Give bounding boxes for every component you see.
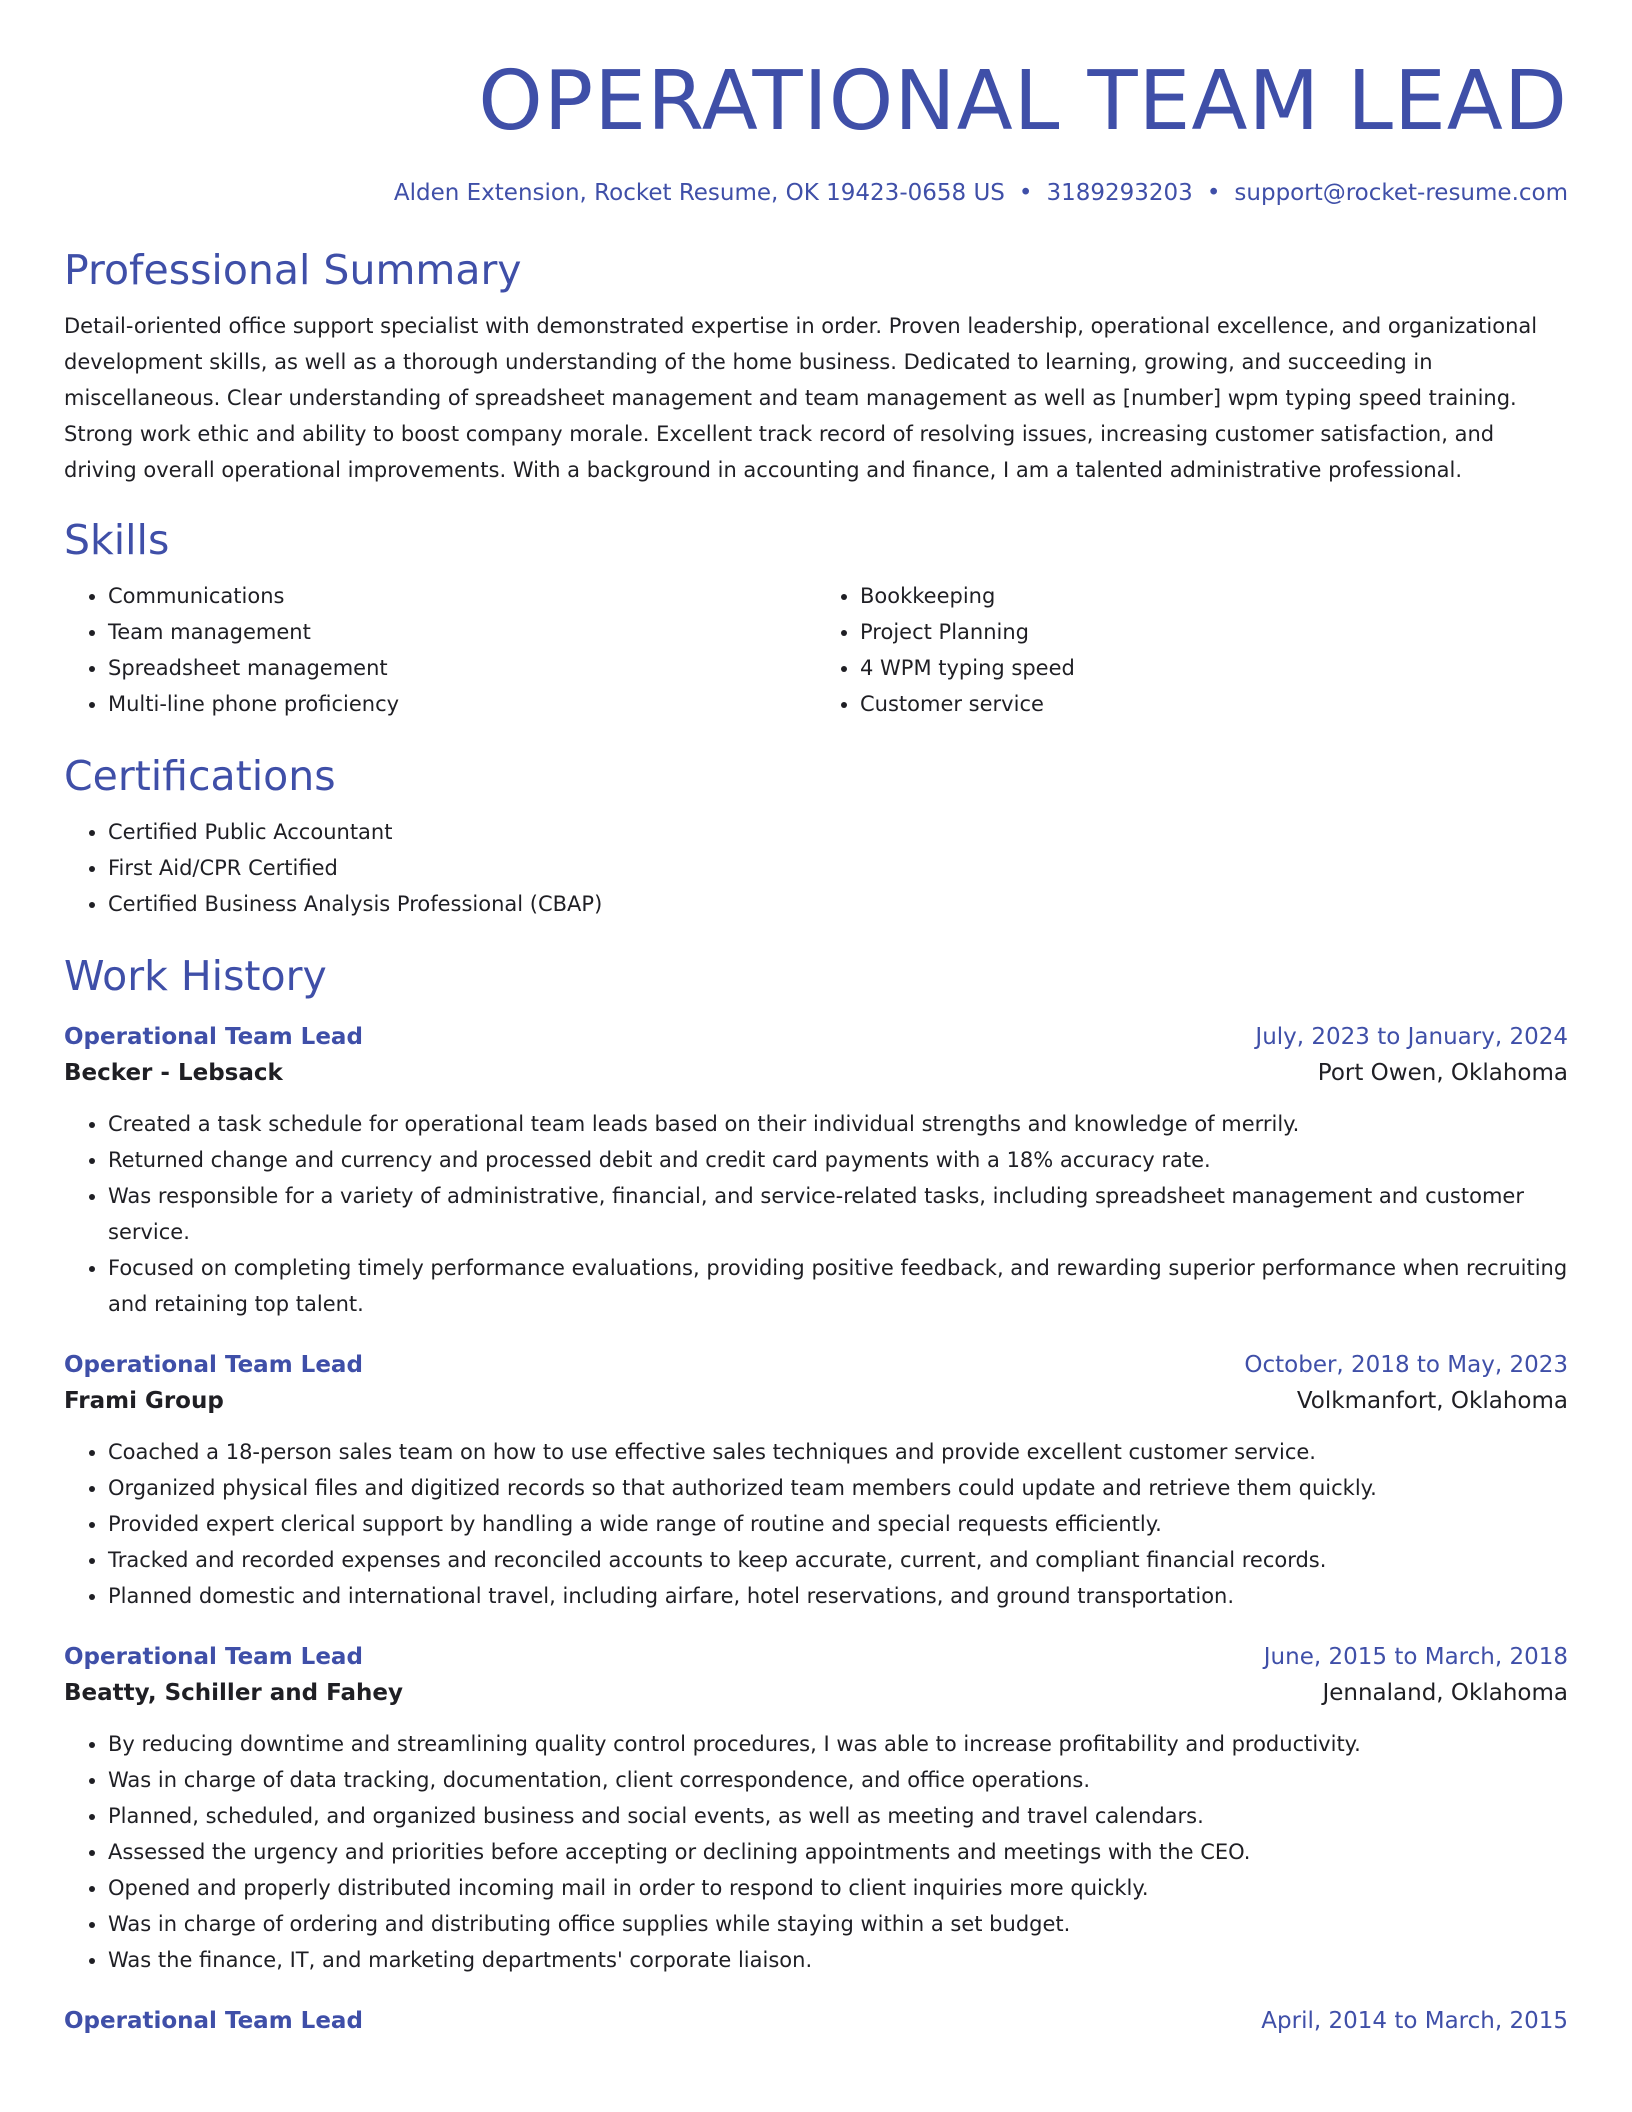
job-company-row bbox=[64, 1674, 1568, 1712]
resume-page bbox=[64, 0, 1568, 2038]
certification-item: • Certified Business Analysis Professional (CBAP) bbox=[108, 886, 1568, 922]
job-location: Jennaland, Oklahoma bbox=[1322, 1680, 1568, 1706]
job-company: Frami Group bbox=[64, 1388, 224, 1414]
skill-item: • Project Planning bbox=[860, 614, 1568, 650]
certification-item: • First Aid/CPR Certified bbox=[108, 850, 1568, 886]
resume-title: OPERATIONAL TEAM LEAD bbox=[478, 54, 1568, 149]
job-bullet: • Opened and properly distributed incoming mail in order to respond to client inquiries more quickly. bbox=[108, 1870, 1568, 1906]
job-bullet: • Planned, scheduled, and organized business and social events, as well as meeting and travel calendars. bbox=[108, 1798, 1568, 1834]
job-entry bbox=[64, 1640, 1568, 1978]
job-entry bbox=[64, 2004, 1568, 2038]
job-title-row bbox=[64, 1640, 1568, 1674]
job-dates: June, 2015 to March, 2018 bbox=[1263, 1644, 1568, 1670]
job-bullets bbox=[64, 1106, 1568, 1322]
job-bullet: • Returned change and currency and processed debit and credit card payments with a 18% accuracy rate. bbox=[108, 1142, 1568, 1178]
job-title: Operational Team Lead bbox=[64, 2008, 363, 2034]
job-bullet: • Planned domestic and international travel, including airfare, hotel reservations, and ground transportation. bbox=[108, 1578, 1568, 1614]
job-bullet: • Provided expert clerical support by handling a wide range of routine and special requests efficiently. bbox=[108, 1506, 1568, 1542]
section-heading-skills: Skills bbox=[64, 516, 170, 564]
job-bullet: • Coached a 18-person sales team on how to use effective sales techniques and provide excellent customer service. bbox=[108, 1434, 1568, 1470]
separator-dot: • bbox=[1206, 180, 1221, 206]
phone-text: 3189293203 bbox=[1046, 180, 1193, 206]
skills-grid bbox=[64, 578, 1568, 722]
job-bullet: • Focused on completing timely performance evaluations, providing positive feedback, and rewarding superior performance when recruiting and retaining top talent. bbox=[108, 1250, 1568, 1322]
job-bullet: • Was the finance, IT, and marketing departments' corporate liaison. bbox=[108, 1942, 1568, 1978]
job-bullets bbox=[64, 1434, 1568, 1614]
skill-item: • Spreadsheet management bbox=[108, 650, 816, 686]
skill-item: • Team management bbox=[108, 614, 816, 650]
job-bullet: • Was in charge of data tracking, documentation, client correspondence, and office operations. bbox=[108, 1762, 1568, 1798]
skill-item: • Bookkeeping bbox=[860, 578, 1568, 614]
job-dates: July, 2023 to January, 2024 bbox=[1255, 1024, 1568, 1050]
skill-item: • Customer service bbox=[860, 686, 1568, 722]
job-location: Volkmanfort, Oklahoma bbox=[1296, 1388, 1568, 1414]
certifications-list bbox=[64, 814, 1568, 922]
skill-item: • 4 WPM typing speed bbox=[860, 650, 1568, 686]
job-title: Operational Team Lead bbox=[64, 1352, 363, 1378]
job-title: Operational Team Lead bbox=[64, 1644, 363, 1670]
job-company-row bbox=[64, 1382, 1568, 1420]
job-bullet: • Assessed the urgency and priorities before accepting or declining appointments and meetings with the CEO. bbox=[108, 1834, 1568, 1870]
job-location: Port Owen, Oklahoma bbox=[1317, 1060, 1568, 1086]
job-bullet: • Organized physical files and digitized records so that authorized team members could update and retrieve them quickly. bbox=[108, 1470, 1568, 1506]
contact-line bbox=[64, 178, 1568, 208]
job-dates: October, 2018 to May, 2023 bbox=[1244, 1352, 1568, 1378]
job-entry bbox=[64, 1020, 1568, 1322]
job-bullet: • By reducing downtime and streamlining quality control procedures, I was able to increase profitability and productivity. bbox=[108, 1726, 1568, 1762]
job-bullets bbox=[64, 1726, 1568, 1978]
skill-item: • Communications bbox=[108, 578, 816, 614]
job-title-row bbox=[64, 1348, 1568, 1382]
job-dates: April, 2014 to March, 2015 bbox=[1261, 2008, 1568, 2034]
skills-list-left bbox=[64, 578, 816, 722]
certification-item: • Certified Public Accountant bbox=[108, 814, 1568, 850]
job-company-row bbox=[64, 1054, 1568, 1092]
skill-item: • Multi-line phone proficiency bbox=[108, 686, 816, 722]
job-entry bbox=[64, 1348, 1568, 1614]
job-title-row bbox=[64, 2004, 1568, 2038]
address-text: Alden Extension, Rocket Resume, OK 19423-0658 US bbox=[393, 180, 1005, 206]
section-heading-certifications: Certifications bbox=[64, 752, 336, 800]
job-company: Becker - Lebsack bbox=[64, 1060, 283, 1086]
job-bullet: • Tracked and recorded expenses and reconciled accounts to keep accurate, current, and compliant financial records. bbox=[108, 1542, 1568, 1578]
job-bullet: • Was in charge of ordering and distributing office supplies while staying within a set budget. bbox=[108, 1906, 1568, 1942]
skills-list-right bbox=[816, 578, 1568, 722]
section-heading-summary: Professional Summary bbox=[64, 246, 522, 294]
job-title-row bbox=[64, 1020, 1568, 1054]
job-bullet: • Created a task schedule for operational team leads based on their individual strengths and knowledge of merrily. bbox=[108, 1106, 1568, 1142]
separator-dot: • bbox=[1018, 180, 1033, 206]
job-bullet: • Was responsible for a variety of administrative, financial, and service-related tasks, including spreadsheet management and customer service. bbox=[108, 1178, 1568, 1250]
section-heading-work-history: Work History bbox=[64, 952, 327, 1000]
job-company: Beatty, Schiller and Fahey bbox=[64, 1680, 403, 1706]
summary-text: Detail-oriented office support specialist with demonstrated expertise in order. Proven leadership, operational excellence, and organizational development skills, as well as a thorough understanding of the home business. Dedicated to learning, growing, and succeeding in miscellaneous. Clear understanding of spreadsheet management and team management as well as [number] wpm typing speed training. Strong work ethic and ability to boost company morale. Excellent track record of resolving issues, increasing customer satisfaction, and driving overall operational improvements. With a background in accounting and finance, I am a talented administrative professional. bbox=[64, 314, 1538, 482]
email-link[interactable]: support@rocket-resume.com bbox=[1234, 180, 1568, 206]
job-title: Operational Team Lead bbox=[64, 1024, 363, 1050]
